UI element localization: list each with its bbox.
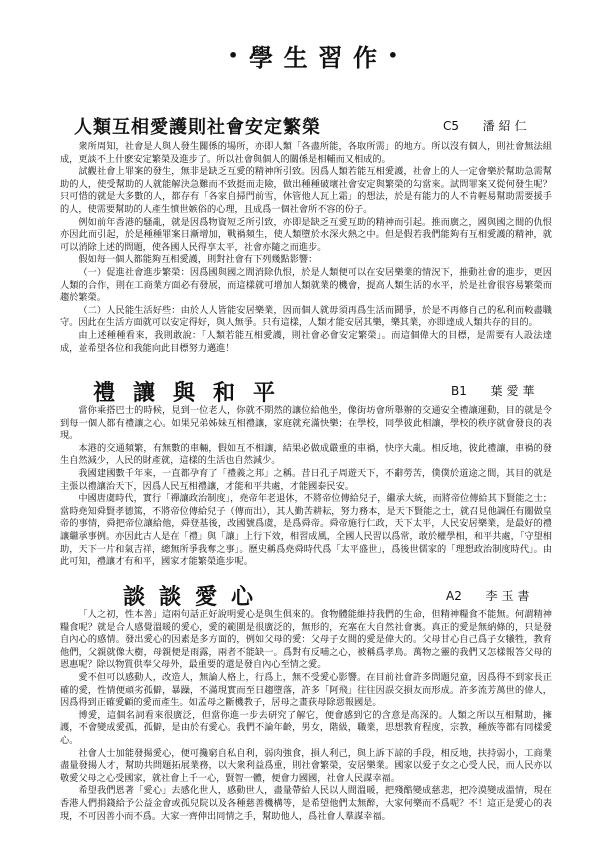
essay-1-paragraph: 假如每一個人都能夠互相愛護，則對社會有下列幾點影響： — [78, 254, 318, 266]
essay-1-paragraph: 衆所周知，社會是人與人發生關係的場所，亦即人類「各盡所能，各取所需」的地方。所以沒有個人，則社會無法組成，更談不上什麽安定繁榮及進步了。所以社會與個人的關係是相輔而又相成的。 — [60, 141, 552, 165]
essay-2-title: 禮讓與和平 — [93, 381, 294, 406]
essay-1-paragraph: （一）促進社會進步繁榮：因爲國與國之間消除仇恨，於是人類便可以在安居樂業的情況下，推動社會的進步，更因人類的合作，則在工商業方面必有發展，而這樣就可增加人類就業的機會，提高人類生活的水平，於是社會很容易繁榮而趨於繁榮。 — [60, 266, 552, 304]
essay-2-body — [60, 405, 552, 577]
essay-2-paragraph: 中國唐虞時代，實行「禪讓政治制度」，堯帝年老退休，不將帝位傳給兒子，繼承大統，而將帝位傳給其下賢能之士；當時堯知舜賢孝德篤，不將帝位傳給兒子（傳而出），其人勤苦耕耘，努力務本，是天下賢能之士，就召見他調任有關做皇帝的事情，舜把帝位讓給他，舜登基後，改國號爲虞，是爲舜帝。舜帝施行仁政，天下太平，人民安居樂業，是最好的禮讓繼承事例。亦因此古人是在「禮」與「讓」上行下效，相習成風，全國人民習以爲常，敢於權學相，和平共處，「守望相助，天下一片和氣吉祥，總無所爭我奪之事」。歷史稱爲堯舜時代爲「太平盛世」，爲後世儒家的「理想政治制度時代」。由此可知，禮讓才有和平，國家才能繁榮進步呢。 — [60, 493, 552, 568]
essay-1-byline — [443, 117, 531, 134]
essay-2-byline — [451, 382, 539, 399]
essay-1-class: C5 — [443, 119, 460, 133]
essay-3-author: 李玉書 — [485, 589, 534, 603]
essay-1-title: 人類互相愛護則社會安定繁榮 — [74, 117, 321, 138]
header-char-1: 學 — [248, 43, 273, 72]
essay-3-paragraph: 博愛，這個名詞看來很廣泛，但當你進一步去研究了解它，便會感到它的含意是高深的。人類之所以互相幫助，擁護，不會變成愛孤，孤僻，是由於有愛心。我們不論年齡，男女，階級，職業，思想教育程度，宗教，種族等都有同樣愛心。 — [60, 709, 552, 746]
header-dot-right: • — [387, 45, 398, 65]
header-char-4: 作 — [353, 43, 378, 72]
header-char-2: 生 — [283, 43, 308, 72]
essay-3-paragraph: 社會人士加能發揚愛心，便可攙窮自私自利，弱肉強食，損人利己，與上訴下諒的手段，相反地，扶持弱小，工商業盡量發揚人才，幫助共問題拓展業務，以大衆利益爲重，則社會繁榮，安居樂業。國家以爱子女之心受人民，而人民亦以敬愛父母之心受國家，就社會上千一心，賢智一體，便會力國國，社會人民謀幸福。 — [60, 747, 552, 784]
essay-3-class: A2 — [446, 589, 462, 603]
essay-1-author: 潘紹仁 — [482, 119, 531, 133]
essay-2-author: 葉愛華 — [490, 384, 539, 398]
essay-3-body — [60, 609, 552, 831]
essay-1-paragraph: 例如前年香港的騷亂，就是因爲物資短乏所引致，亦即是缺乏互愛互助的精神而引起。推而廣之，國與國之間的仇恨亦因此而引起，於是種種罪案日漸增加，戰禍頻生，使人類墮於水深火熱之中。但是假若我們能夠有互相愛護的精神，就可以消除上述的問題，使各國人民得享太平，社會亦隨之而進步。 — [60, 216, 552, 253]
column-header — [228, 38, 398, 72]
essay-3-byline — [446, 587, 534, 604]
essay-1-paragraph: （二）人民能生活好些：由於人人皆能安居樂業，因而個人就毋須再爲生活而鬪爭，於是不再修自己的私利而較盡職守。因此在生活方面就可以安定得好，與人無爭。只有這樣，人類才能安居其樂，樂其業，亦即達成人類共存的目的。 — [60, 304, 552, 329]
essay-2-paragraph: 本港的交通頻繁，有無數的車輛，假如互不相讓，結果必做成嚴重的車禍，快序大亂。相反地，彼此禮讓，車禍的發生自然減少，人民的財產就，這樣的生活也自然減少。 — [60, 442, 552, 467]
essay-1-paragraph: 由上述種種看來，我則敢說：「人類若能互相愛護，則社會必會安定繁榮」。而這個偉大的目標，是需要有人設法達成，並希望各位和我能向此目標努力邁進！ — [60, 329, 552, 354]
essay-3-title: 談談愛心 — [123, 585, 268, 610]
essay-3-paragraph: 愛不但可以感動人，改造人，無論人格上，行爲上，無不受愛心影響。在目前社會許多問題兒童，因爲得不到家長正確的愛，性情便頑劣孤僻，暴躁，不滿現實而至日趨墮落，許多「阿飛」往往因誤交損友而形成。許多流芳萬世的偉人，因爲得到正確愛顧的愛而產生。如孟母之斷機教子，居母之畫荻母除惡報國是。 — [60, 671, 552, 709]
essay-2-paragraph: 當你乘搭巴士的時候，見到一位老人，你就不期然的讓位給他坐，像街坊會所舉辦的交通安全禮讓運動，目的就是令到每一個人都有禮讓之心。如果兄弟姊妹互相禮讓，家庭就充滿快樂；在學校，同學彼此相讓，學校的秩序就會發良的表現。 — [60, 405, 552, 442]
essay-3-paragraph: 希望我們恩著「愛心」去感化世人，感動世人，盡量帶給人民以人間溫暖，把殘酷變成慈悲，把冷漠變成溫情，現在香港人們捐錢給予公益金會或孤兒院以及各種慈善機構等，是希望他們太無醉，大家何樂而不爲呢？不！這正是愛心的表現，不可因善小而不爲。大家一齊伸出同情之手，幫助他人，爲社會人羣謀幸福。 — [60, 785, 552, 822]
essay-2-paragraph: 我國建國數千年來，一直都孕育了「禮義之邦」之稱。昔日孔子周遊天下，不辭勞苦，僕僕於道途之間，其目的就是主張以禮讓治天下，因爲人民互相禮讓，才能和平共處，才能國泰民安。 — [60, 467, 552, 492]
essay-1-body — [60, 141, 552, 368]
essay-1-paragraph: 試觀社會上罪案的發生，無非是缺乏互愛的精神所引致。因爲人類若能互相愛護，社會上的人一定會樂於幫助急需幫助的人，使受幫助的人就能解決急難而不致挺而走險，做出種種破壞社會安定與繁榮的勾當來。試問罪案又從何發生呢？只可惜的就是大多數的人，都存有「各家自掃門前雪，休管他人瓦上霜」的想法，於是有能力的人不肯輕易幫助需要援手的人，使需要幫助的人產生憤世嫉俗的心理，且成爲一個社會所不容的份子。 — [60, 166, 552, 215]
essay-2-class: B1 — [451, 384, 467, 398]
essay-3-paragraph: 「人之初，性本善」這兩句話正好說明愛心是與生俱來的。食物體能維持我們的生命，但精神糧食不能無。何謂精神糧食呢？就是合人感覺溫暖的愛心，愛的範圍是很廣泛的，無形的，充塞在大自然社會裏。真正的愛是無納條的，只是發自內心的感情。發出愛心的因素是多方面的，例如父母的愛：父母子女間的愛是偉大的。父母甘心自己爲子女犧牲，教育他們，父親就像大樹，母親便是雨露，兩者不能缺一。爲對有反哺之心，被稱爲孝鳥。萬物之靈的我們又怎樣報答父母的恩惠呢？除以物質供奉父母外，最重要的還是發自內心至情之愛。 — [60, 609, 552, 671]
header-dot-left: • — [228, 45, 239, 65]
header-char-3: 習 — [318, 43, 343, 72]
